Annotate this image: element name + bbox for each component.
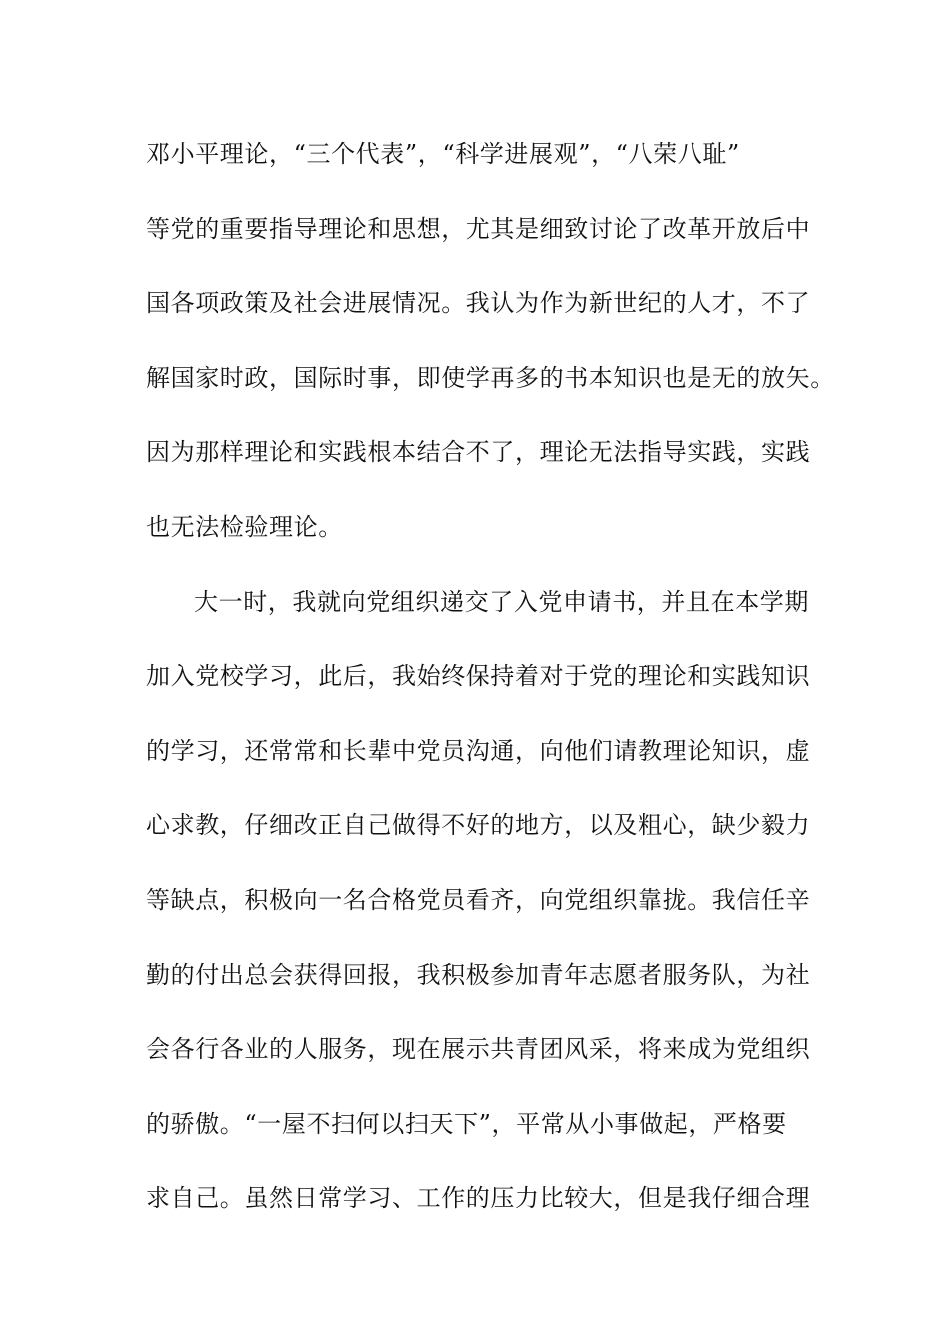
text-line: 等缺点，积极向一名合格党员看齐，向党组织靠拢。我信任辛 [146, 885, 811, 914]
text-line: 解国家时政，国际时事，即使学再多的书本知识也是无的放矢。 [146, 363, 835, 392]
text-line: 国各项政策及社会进展情况。我认为作为新世纪的人才，不了 [146, 289, 811, 318]
text-line: 会各行各业的人服务，现在展示共青团风采，将来成为党组织 [146, 1035, 811, 1064]
text-line: 加入党校学习，此后，我始终保持着对于党的理论和实践知识 [146, 662, 811, 691]
text-line: 等党的重要指导理论和思想，尤其是细致讨论了改革开放后中 [146, 214, 811, 243]
text-line: 心求教，仔细改正自己做得不好的地方，以及粗心，缺少毅力 [146, 811, 811, 840]
text-line: 邓小平理论，“三个代表”，“科学进展观”，“八荣八耻” [146, 140, 740, 168]
text-line: 的骄傲。“一屋不扫何以扫天下”，平常从小事做起，严格要 [146, 1109, 787, 1138]
paragraph-start-line: 大一时，我就向党组织递交了入党申请书，并且在本学期 [194, 587, 809, 616]
text-line: 求自己。虽然日常学习、工作的压力比较大，但是我仔细合理 [146, 1184, 811, 1213]
text-line: 因为那样理论和实践根本结合不了，理论无法指导实践，实践 [146, 438, 811, 467]
body-text [146, 132, 835, 1251]
text-line: 也无法检验理论。 [146, 512, 343, 541]
text-line: 勤的付出总会获得回报，我积极参加青年志愿者服务队，为社 [146, 960, 811, 989]
text-line: 的学习，还常常和长辈中党员沟通，向他们请教理论知识，虚 [146, 736, 811, 765]
